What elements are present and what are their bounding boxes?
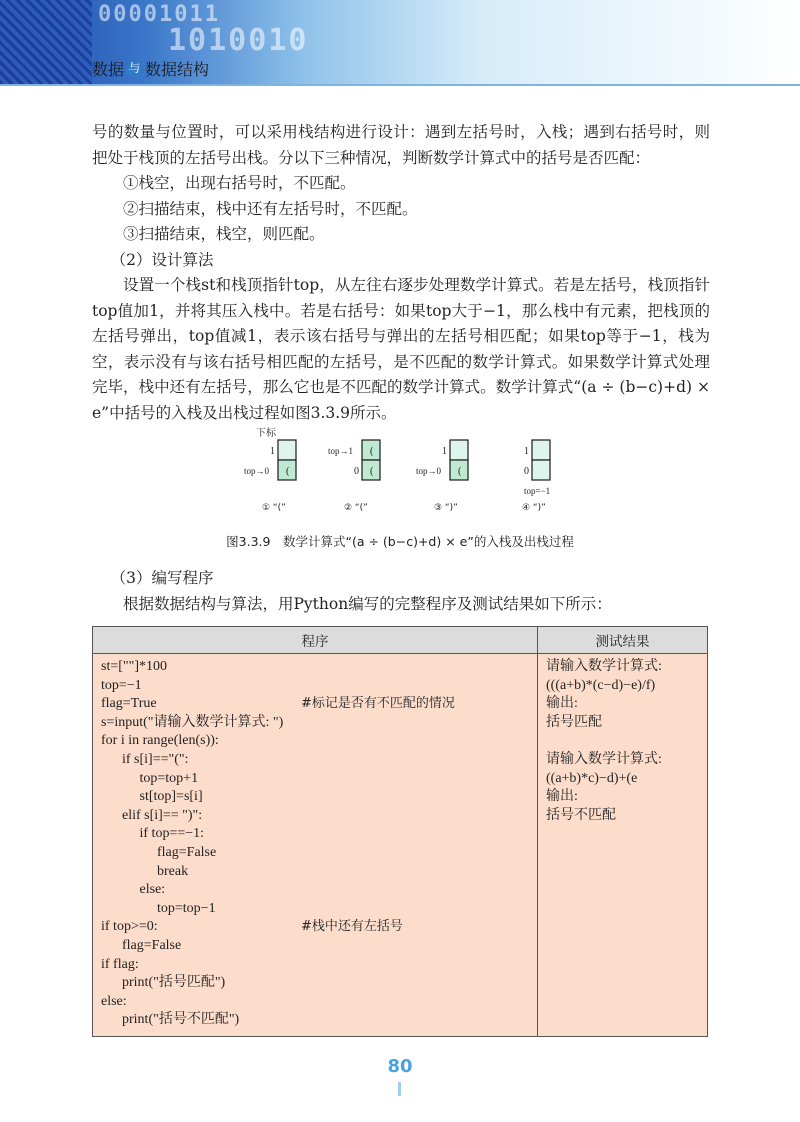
- step-label-4: ④ “)”: [522, 503, 546, 513]
- chapter-title-b: 数据结构: [145, 59, 210, 79]
- stack-4-idx-1: 1: [524, 446, 529, 457]
- binary-text-2: 1010010: [168, 23, 309, 58]
- body-text-bottom: [92, 566, 710, 617]
- code-block: [101, 658, 529, 1030]
- stack-1-cell-0: (: [286, 466, 290, 477]
- header-divider: [0, 84, 800, 86]
- stack-1-idx-1: 1: [270, 446, 275, 457]
- code-cell: [93, 654, 538, 1037]
- code-text: st=[""]*100: [101, 659, 167, 674]
- code-text: elif s[i]== ")":: [101, 807, 203, 823]
- code-line: [101, 732, 529, 751]
- header-banner: [0, 0, 800, 84]
- list-item-2: ②扫描结束，栈中还有左括号时，不匹配。: [123, 199, 418, 218]
- list-item-3: ③扫描结束，栈空，则匹配。: [123, 225, 325, 243]
- code-text: top=top−1: [101, 900, 216, 916]
- code-line: [101, 993, 529, 1012]
- code-text: if flag:: [101, 956, 139, 972]
- stack-figure: [240, 424, 580, 516]
- code-line: [101, 788, 529, 807]
- step-label-1: ① “(”: [262, 503, 286, 513]
- code-text: flag=False: [101, 844, 217, 860]
- code-text: else:: [101, 993, 127, 1009]
- stack-2-idx-0: 0: [354, 466, 359, 477]
- result-line: ((a+b)*c)−d)+(e: [546, 770, 638, 786]
- code-line: [101, 807, 529, 826]
- column-header-result: 测试结果: [538, 627, 708, 654]
- stack-2-cell-0: (: [370, 466, 374, 477]
- page-number: 80: [387, 1056, 413, 1077]
- column-header-program: 程序: [93, 627, 538, 654]
- paragraph-1: 号的数量与位置时，可以采用栈结构进行设计：遇到左括号时，入栈；遇到右括号时，则把处于栈顶的左括号出栈。分以下三种情况，判断数学计算式中的括号是否匹配：: [92, 123, 710, 167]
- result-line: 请输入数学计算式:: [546, 659, 662, 674]
- code-line: [101, 677, 529, 696]
- body-text-top: [92, 120, 710, 426]
- binary-decoration: [98, 4, 358, 64]
- stack-3-top: top→0: [416, 466, 442, 476]
- section-heading-2: （2）设计算法: [110, 250, 214, 269]
- code-line: [101, 956, 529, 975]
- code-line: [101, 918, 529, 937]
- stack-2-top: top→1: [328, 446, 354, 456]
- stack-2-cell-1: (: [370, 446, 374, 457]
- stack-1-top: top→0: [244, 466, 270, 476]
- code-text: print("括号不匹配"): [101, 1012, 240, 1028]
- code-text: print("括号匹配"): [101, 975, 226, 991]
- code-text: top=top+1: [101, 770, 199, 786]
- binary-text-1: 00001011: [98, 2, 220, 27]
- code-line: [101, 844, 529, 863]
- chapter-title: [92, 56, 209, 80]
- stack-3-idx-1: 1: [442, 446, 447, 457]
- stack-4-top: top=−1: [524, 486, 551, 496]
- code-text: else:: [101, 882, 166, 898]
- program-table: [92, 626, 708, 1037]
- result-line: 输出:: [546, 789, 578, 805]
- stack-step-4: [522, 440, 550, 513]
- code-text: top=−1: [101, 677, 142, 693]
- code-comment: #标记是否有不匹配的情况: [301, 696, 455, 712]
- code-text: break: [101, 863, 189, 879]
- figure-caption: 图3.3.9 数学计算式“(a ÷ (b−c)+d) × e”的入栈及出栈过程: [226, 534, 574, 549]
- code-line: [101, 714, 529, 733]
- result-line: 输出:: [546, 696, 578, 712]
- code-line: [101, 751, 529, 770]
- stack-step-2: [328, 440, 380, 513]
- code-text: s=input("请输入数学计算式: "): [101, 714, 284, 730]
- paragraph-2: 设置一个栈st和栈顶指针top，从左往右逐步处理数学计算式。若是左括号，栈顶指针top值加1，并将其压入栈中。若是右括号：如果top大于−1，那么栈中有元素，把栈顶的左括号弹出，top值减1，表示该右括号与弹出的左括号相匹配；如果top等于−1，栈为空，表示没有与该右括号相匹配的左括号，是不匹配的数学计算式。如果数学计算式处理完毕，栈中还有左括号，那么它也是不匹配的数学计算式。数学计算式“(a ÷ (b−c)+d) × e”中括号的入栈及出栈过程如图3.3.9所示。: [92, 276, 710, 422]
- section-heading-3: （3）编写程序: [110, 569, 214, 587]
- result-line: (((a+b)*(c−d)−e)/f): [546, 677, 656, 693]
- code-text: flag=False: [101, 937, 182, 953]
- code-text: if top>=0:: [101, 919, 158, 935]
- code-line: [101, 881, 529, 900]
- code-line: [101, 695, 529, 714]
- code-text: flag=True: [101, 696, 157, 712]
- code-text: for i in range(len(s)):: [101, 733, 219, 749]
- chapter-title-circle: 与: [126, 60, 143, 77]
- code-line: [101, 900, 529, 919]
- stack-4-idx-0: 0: [524, 466, 529, 477]
- result-line: 请输入数学计算式:: [546, 751, 662, 767]
- code-line: [101, 825, 529, 844]
- result-cell: [538, 654, 708, 1037]
- code-line: [101, 658, 529, 677]
- result-line: 括号不匹配: [546, 807, 616, 823]
- code-text: if top==−1:: [101, 826, 205, 842]
- list-item-1: ①栈空，出现右括号时，不匹配。: [123, 174, 356, 192]
- code-line: [101, 863, 529, 882]
- result-block: [546, 658, 699, 825]
- stack-3-cell-0: (: [458, 466, 462, 477]
- step-label-2: ② “(”: [344, 503, 368, 513]
- result-line: [546, 732, 699, 751]
- code-line: [101, 1011, 529, 1030]
- stack-step-1: [244, 440, 296, 513]
- code-line: [101, 770, 529, 789]
- code-text: st[top]=s[i]: [101, 789, 203, 805]
- code-text: if s[i]=="(":: [101, 751, 189, 767]
- chapter-title-a: 数据: [92, 59, 125, 79]
- stack-step-3: [416, 440, 468, 513]
- result-line: 括号匹配: [546, 714, 602, 730]
- circuit-graphic: [0, 0, 92, 84]
- code-line: [101, 937, 529, 956]
- step-label-3: ③ “)”: [434, 503, 458, 513]
- page-marker: [398, 1082, 401, 1096]
- figure-index-label: 下标: [256, 428, 276, 439]
- code-line: [101, 974, 529, 993]
- paragraph-3: 根据数据结构与算法，用Python编写的完整程序及测试结果如下所示：: [123, 594, 612, 613]
- code-comment: #栈中还有左括号: [301, 919, 403, 935]
